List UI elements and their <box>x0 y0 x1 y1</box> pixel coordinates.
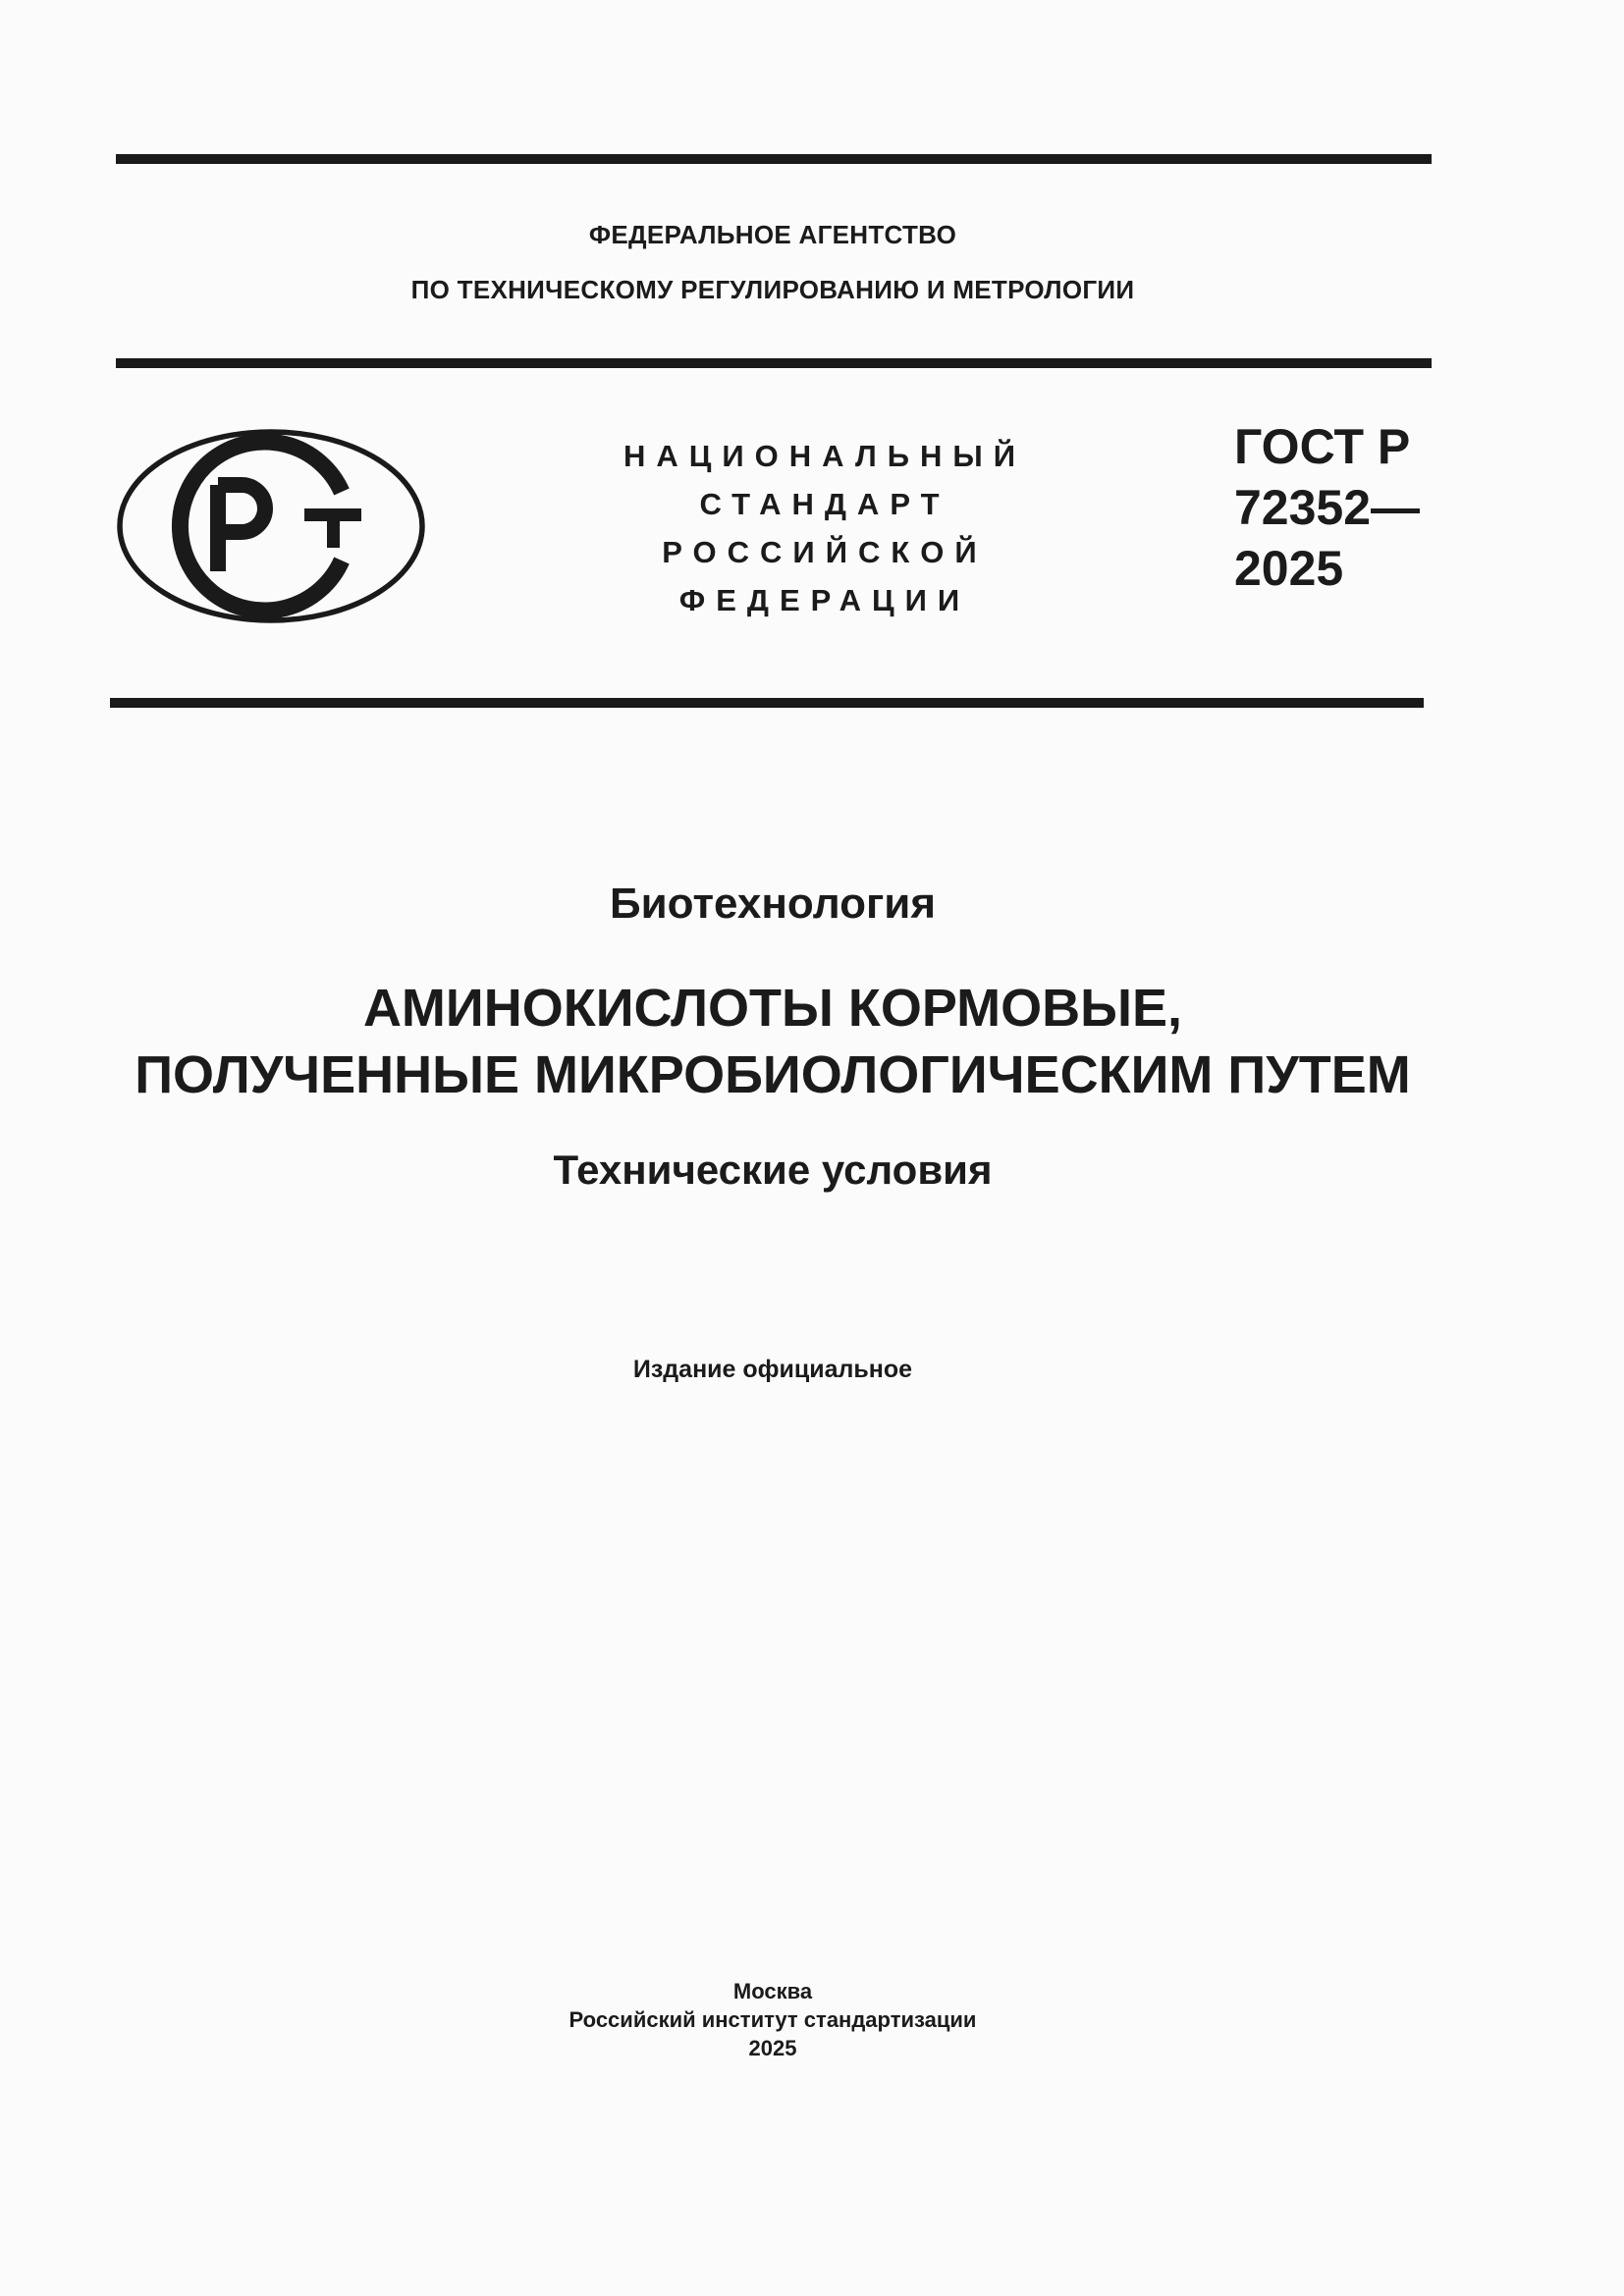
imprint-year: 2025 <box>748 2036 797 2060</box>
agency-name-line-1: ФЕДЕРАЛЬНОЕ АГЕНТСТВО <box>588 220 957 249</box>
designation-line-2: 72352— <box>1234 480 1421 535</box>
document-subtitle: Технические условия <box>553 1147 993 1193</box>
agency-name-line-2: ПО ТЕХНИЧЕСКОМУ РЕГУЛИРОВАНИЮ И МЕТРОЛОГИИ <box>410 275 1135 304</box>
title-block-rule <box>110 698 1424 708</box>
document-title-line-2: ПОЛУЧЕННЫЕ МИКРОБИОЛОГИЧЕСКИМ ПУТЕМ <box>135 1045 1411 1104</box>
document-title-line-1: АМИНОКИСЛОТЫ КОРМОВЫЕ, <box>362 979 1183 1038</box>
standard-line: ФЕДЕРАЦИИ <box>678 583 971 617</box>
header-bottom-rule <box>116 358 1432 368</box>
designation-line-1: ГОСТ Р <box>1234 419 1411 474</box>
edition-note: Издание официальное <box>632 1356 913 1383</box>
gost-r-emblem-icon <box>116 428 426 624</box>
standard-designation <box>1234 416 1450 599</box>
imprint-publisher: Российский институт стандартизации <box>568 2007 977 2032</box>
imprint-city: Москва <box>732 1979 813 2003</box>
standard-line: РОССИЙСКОЙ <box>662 535 988 569</box>
national-standard-label <box>589 432 1060 624</box>
designation-line-3: 2025 <box>1234 541 1344 596</box>
document-subject: Биотехнология <box>609 880 937 928</box>
standard-line: НАЦИОНАЛЬНЫЙ <box>623 439 1027 473</box>
top-rule <box>116 154 1432 164</box>
standard-line: СТАНДАРТ <box>699 487 950 521</box>
imprint <box>0 1977 1545 2062</box>
